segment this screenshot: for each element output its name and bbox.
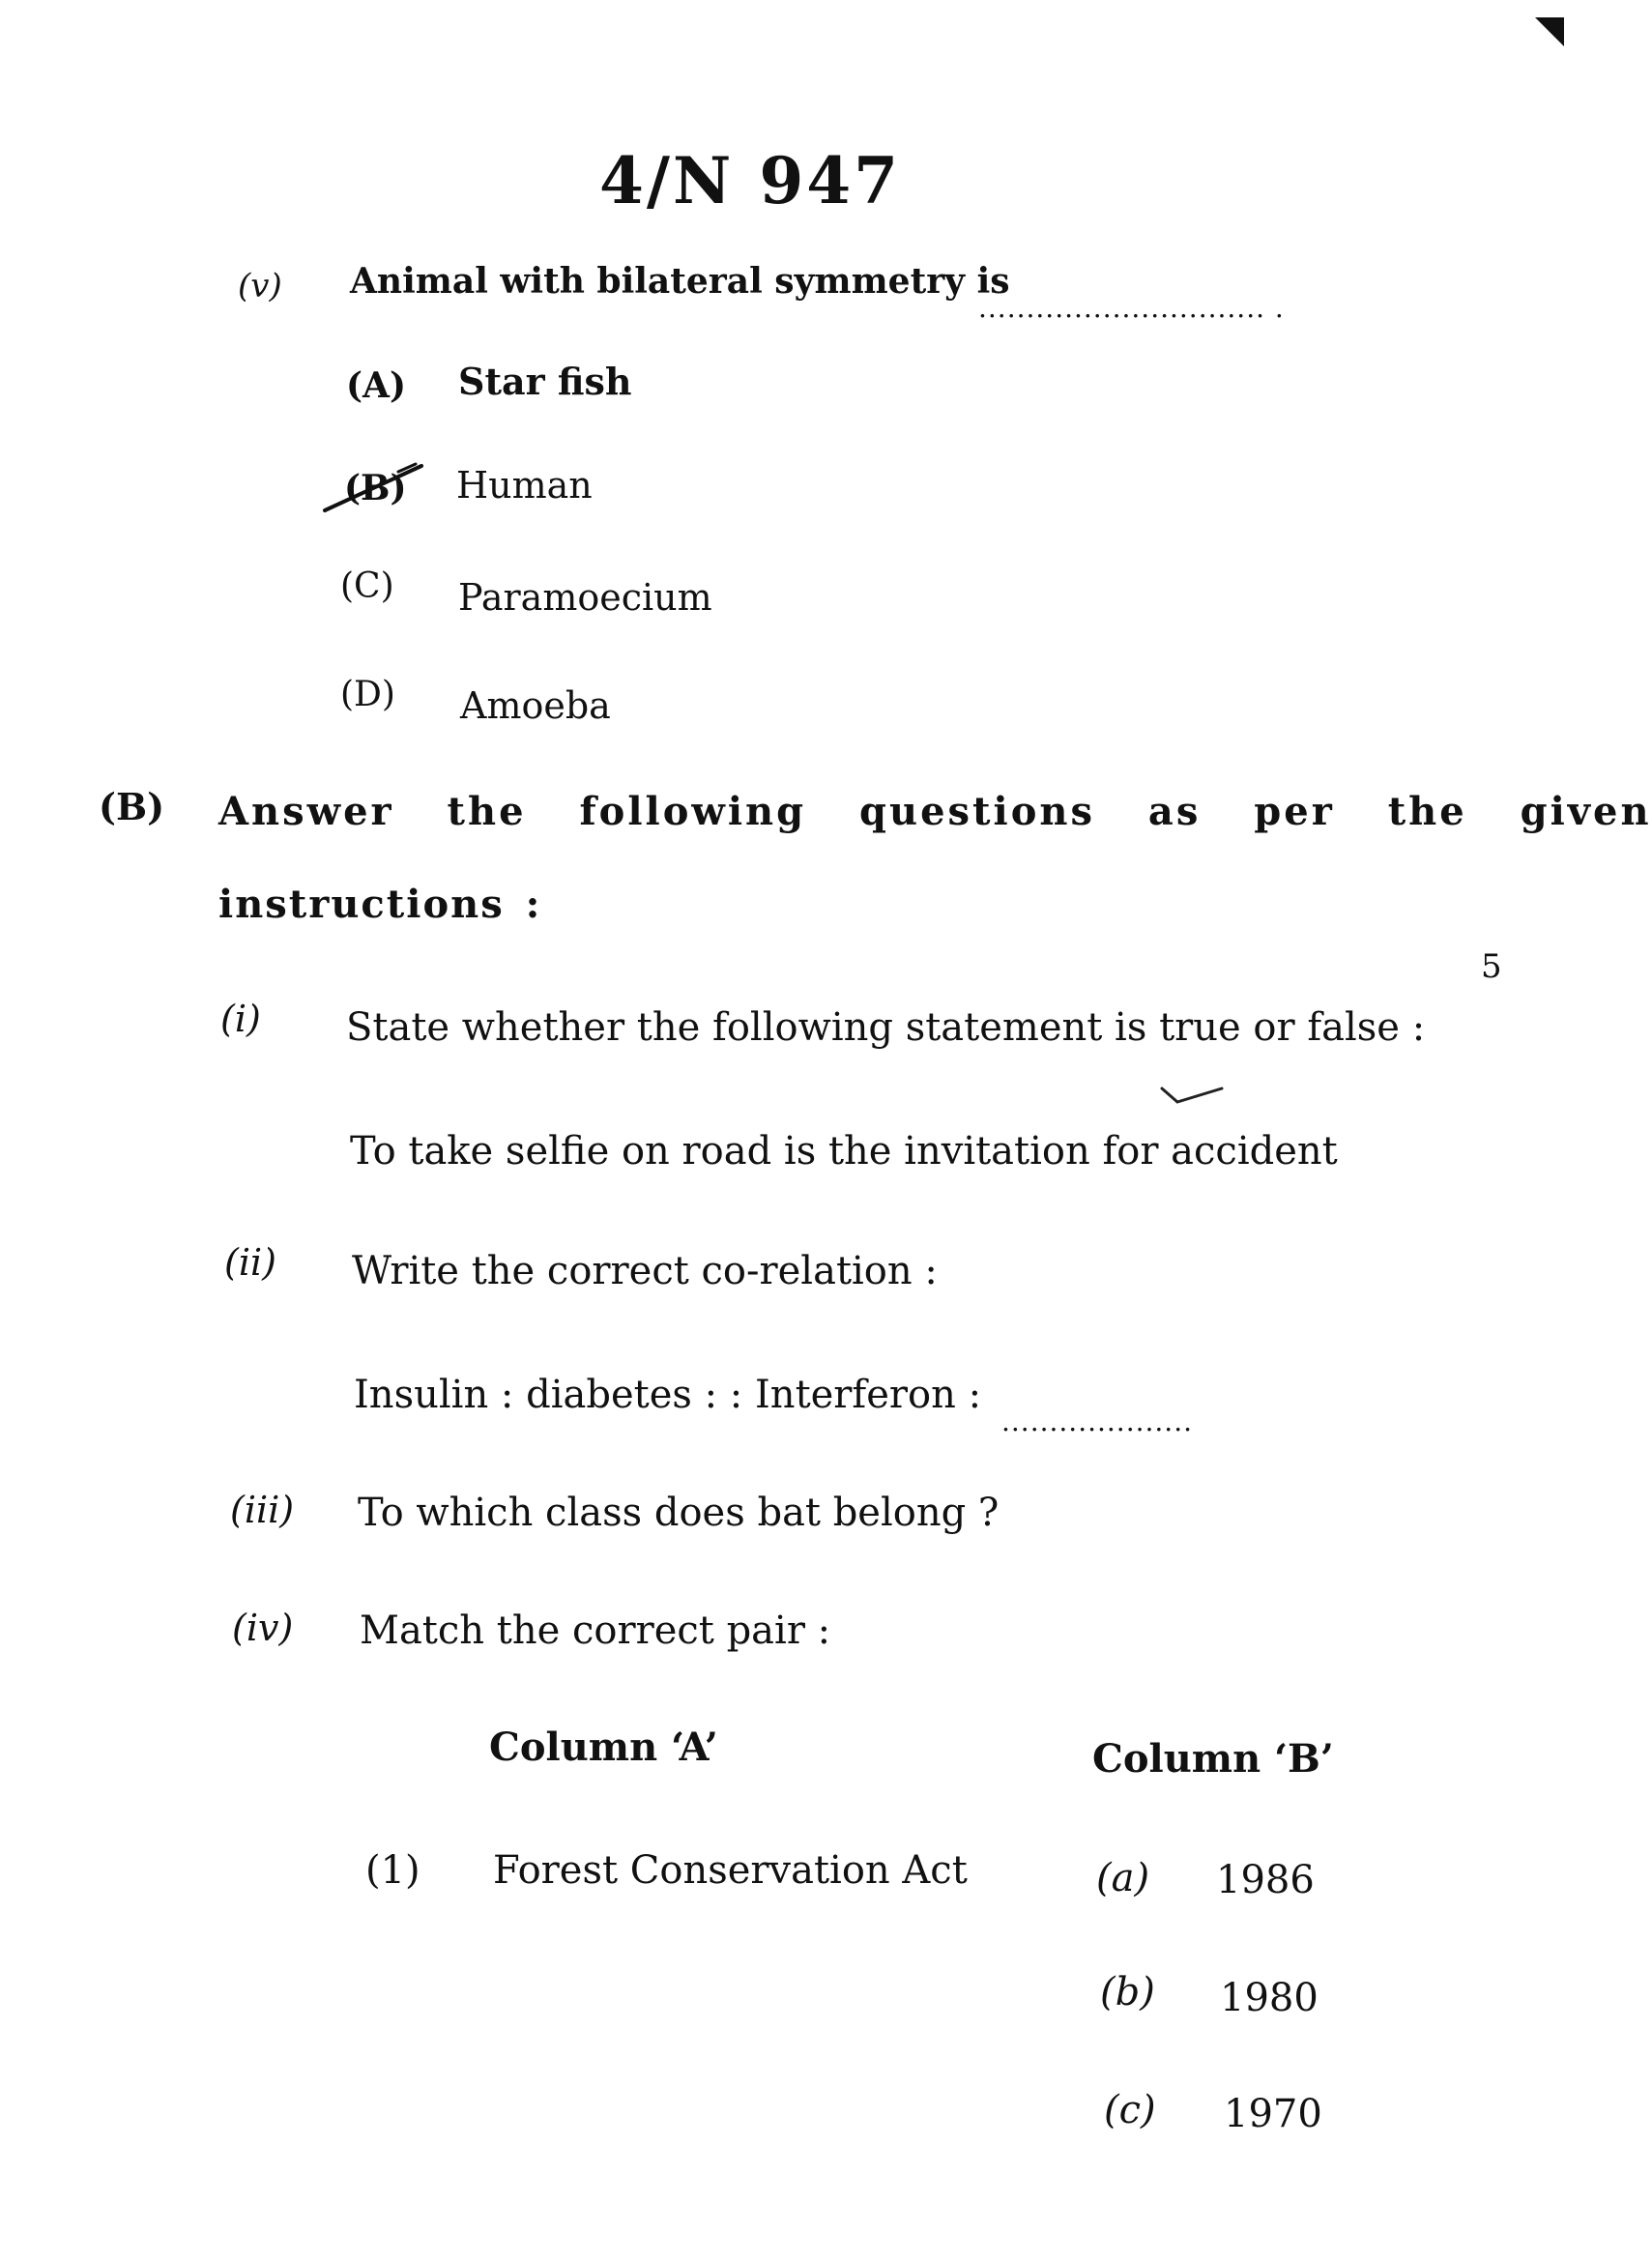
column-b-item-text: 1980 <box>1220 1976 1319 2020</box>
column-b-item-label: (b) <box>1100 1970 1155 2015</box>
checkmark-icon <box>1160 1081 1228 1110</box>
option-c-label: (C) <box>340 566 394 606</box>
question-v-blank: .............................. . <box>978 292 1285 324</box>
option-d-text: Amoeba <box>460 684 611 727</box>
paper-code-header: 4/N 947 <box>599 143 902 218</box>
question-ii-relation: Insulin : diabetes : : Interferon : <box>354 1373 982 1417</box>
column-a-header: Column ‘A’ <box>489 1725 718 1770</box>
option-c-text: Paramoecium <box>458 576 712 619</box>
section-b-label: (B) <box>99 785 165 828</box>
option-a-text: Star fish <box>458 360 632 403</box>
answer-tick-mark-icon <box>321 456 427 520</box>
question-number-i: (i) <box>220 998 261 1040</box>
column-b-item-text: 1970 <box>1224 2092 1322 2136</box>
section-b-instruction-line1: Answer the following questions as per the given <box>218 789 1652 834</box>
question-number-v: (v) <box>238 267 282 305</box>
question-iii-prompt: To which class does bat belong ? <box>358 1491 1000 1535</box>
question-ii-prompt: Write the correct co-relation : <box>352 1249 938 1293</box>
option-b-label: (B) <box>344 468 407 508</box>
column-b-item-label: (c) <box>1104 2088 1156 2132</box>
question-i-statement: To take selfie on road is the invitation for accident <box>350 1129 1338 1174</box>
question-ii-blank: .................... <box>1001 1406 1194 1437</box>
option-b-text: Human <box>456 464 593 507</box>
option-d-label: (D) <box>340 675 395 714</box>
question-i-prompt: State whether the following statement is true or false : <box>346 1005 1426 1050</box>
column-b-item-text: 1986 <box>1216 1858 1315 1902</box>
section-b-marks: 5 <box>1481 947 1502 986</box>
corner-triangle-icon <box>1535 17 1564 46</box>
column-b-header: Column ‘B’ <box>1092 1736 1334 1782</box>
question-iv-prompt: Match the correct pair : <box>360 1609 831 1653</box>
column-b-item-label: (a) <box>1096 1856 1150 1900</box>
question-number-iii: (iii) <box>230 1489 295 1531</box>
column-a-item-label: (1) <box>365 1848 420 1893</box>
question-number-iv: (iv) <box>232 1607 294 1649</box>
column-a-item-text: Forest Conservation Act <box>493 1848 968 1893</box>
question-number-ii: (ii) <box>224 1241 276 1284</box>
section-b-instruction-line2: instructions : <box>218 882 542 927</box>
question-v-text: Animal with bilateral symmetry is <box>350 261 1010 302</box>
option-a-label: (A) <box>346 365 406 406</box>
